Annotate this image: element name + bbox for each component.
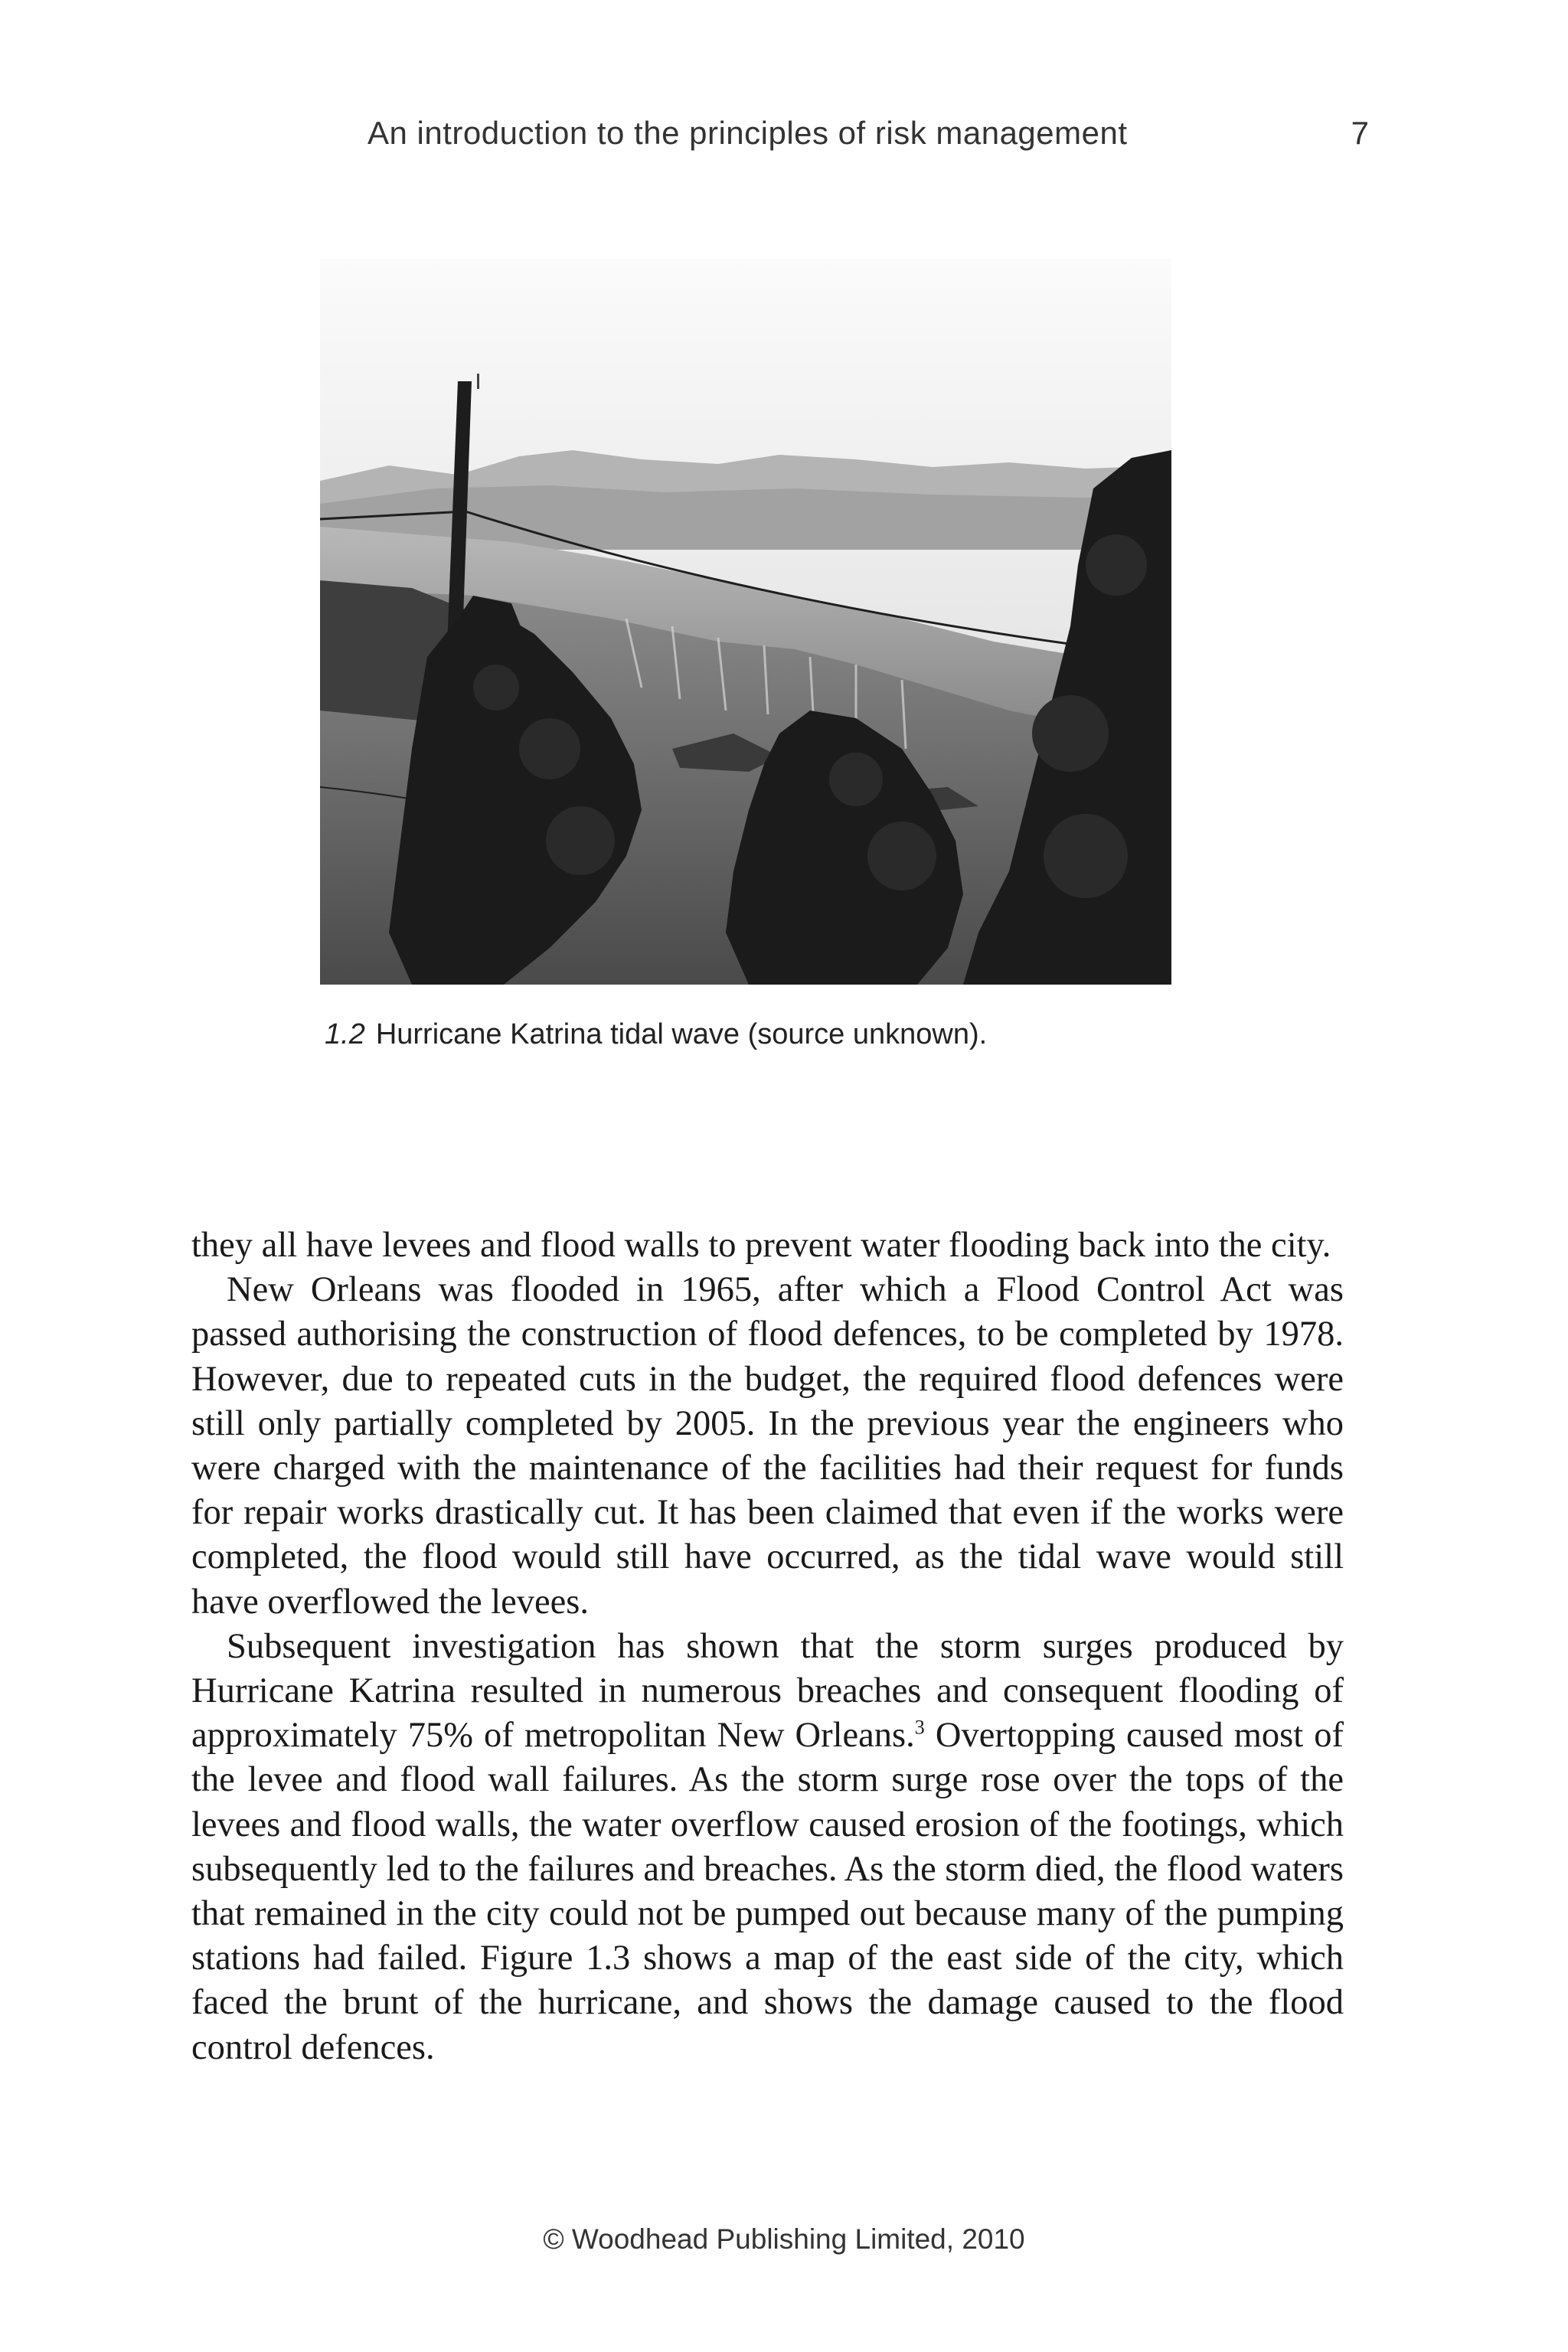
copyright-footer: © Woodhead Publishing Limited, 2010 xyxy=(543,2223,1025,2255)
page-number: 7 xyxy=(1351,115,1369,151)
katrina-tidal-wave-photo xyxy=(320,259,1171,985)
running-title: An introduction to the principles of risk management xyxy=(368,115,1128,151)
body-text xyxy=(191,1223,1344,2070)
paragraph-2: New Orleans was flooded in 1965, after which a Flood Control Act was passed authorising the construction of flood defences, to be completed by 1978. However, due to repeated cuts in the budget, the required flood defences were still only partially completed by 2005. In the previous year the engineers who were charged with the maintenance of the facilities had their request for funds for repair works drastically cut. It has been claimed that even if the works were completed, the flood would still have occurred, as the tidal wave would still have overflowed the levees. xyxy=(191,1270,1344,1622)
figure-number: 1.2 xyxy=(325,1018,365,1050)
running-header xyxy=(191,115,1369,168)
figure-caption-text: Hurricane Katrina tidal wave (source unknown). xyxy=(375,1018,988,1050)
paragraph-3-part-1: Subsequent investigation has shown that the storm surges produced by Hurricane Katrina resulted in numerous breaches and consequent flooding of approximately 75% of metropolitan New Orleans. xyxy=(191,1626,1344,1756)
paragraph-3 xyxy=(191,1625,1344,2070)
paragraph-3-part-2: Overtopping caused most of the levee and flood wall failures. As the storm surge rose over the tops of the levees and flood walls, the water overflow caused erosion of the footings, which subsequently led to the failures and breaches. As the storm died, the flood waters that remained in the city could not be pumped out because many of the pumping stations had failed. Figure 1.3 shows a map of the east side of the city, which faced the brunt of the hurricane, and shows the damage caused to the flood control defences. xyxy=(191,1716,1344,2067)
figure-caption xyxy=(325,1018,987,1051)
footnote-marker[interactable]: 3 xyxy=(914,1716,925,1739)
figure-photo xyxy=(320,259,1171,985)
paragraph-1: they all have levees and flood walls to prevent water flooding back into the city. xyxy=(191,1226,1331,1265)
